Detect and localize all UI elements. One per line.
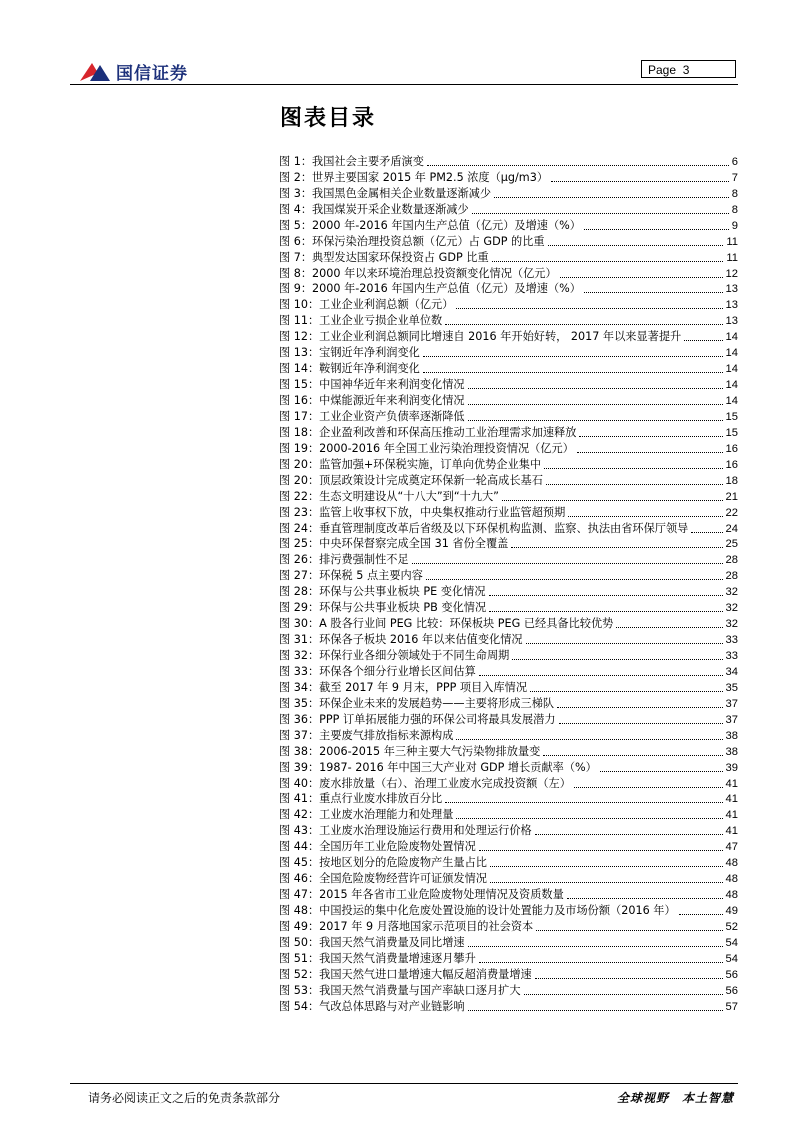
toc-dot-leader (546, 484, 723, 485)
toc-entry-page: 14 (725, 395, 738, 407)
toc-entry-label: 图 38：2006-2015 年三种主要大气污染物排放量变 (279, 744, 541, 758)
toc-entry-label: 图 53：我国天然气消费量与国产率缺口逐月扩大 (279, 983, 521, 997)
toc-entry-label: 图 7：典型发达国家环保投资占 GDP 比重 (279, 250, 489, 264)
toc-dot-leader (574, 787, 723, 788)
toc-entry-page: 57 (725, 1000, 738, 1013)
toc-entry-label: 图 24：垂直管理制度改革后省级及以下环保机构监测、监察、执法由省环保厅领导 (279, 521, 689, 535)
toc-entry-page: 39 (725, 761, 738, 774)
toc-entry-page: 48 (725, 873, 738, 886)
toc-entry[interactable] (279, 296, 738, 312)
toc-dot-leader (557, 707, 722, 708)
toc-entry[interactable] (279, 456, 738, 472)
toc-entry-page: 12 (725, 267, 738, 280)
toc-entry[interactable] (279, 488, 738, 504)
toc-entry-page: 48 (725, 857, 738, 870)
toc-entry[interactable] (279, 838, 738, 854)
toc-entry[interactable] (279, 153, 738, 169)
toc-dot-leader (584, 229, 729, 230)
toc-entry[interactable] (279, 599, 738, 615)
toc-entry-label: 图 32：环保行业各细分领域处于不同生命周期 (279, 649, 510, 662)
toc-entry-label: 图 20：顶层政策设计完成奠定环保新一轮高成长基石 (279, 473, 543, 487)
toc-entry-label: 图 41：重点行业废水排放百分比 (279, 792, 443, 806)
toc-dot-leader (445, 802, 722, 803)
toc-dot-leader (560, 277, 723, 278)
toc-entry-page: 15 (725, 426, 738, 439)
toc-dot-leader (584, 292, 723, 293)
toc-entry-page: 9 (731, 219, 738, 232)
toc-dot-leader (600, 771, 723, 772)
toc-dot-leader (512, 659, 722, 660)
toc-entry[interactable] (279, 201, 738, 217)
toc-entry-label: 图 30：A 股各行业间 PEG 比较：环保板块 PEG 已经具备比较优势 (279, 617, 614, 631)
toc-entry-page: 38 (725, 729, 738, 742)
toc-dot-leader (559, 723, 723, 724)
toc-entry[interactable] (279, 711, 738, 727)
toc-entry-label: 图 5：2000 年-2016 年国内生产总值（亿元）及增速（%） (279, 218, 581, 232)
toc-entry-label: 图 39：1987- 2016 年中国三大产业对 GDP 增长贡献率（%） (279, 760, 597, 774)
toc-entry-label: 图 18：企业盈利改善和环保高压推动工业治理需求加速释放 (279, 425, 577, 439)
toc-dot-leader (530, 691, 723, 692)
toc-dot-leader (468, 946, 723, 947)
toc-entry-label: 图 20：监管加强+环保税实施，订单向优势企业集中 (279, 457, 542, 471)
toc-dot-leader (490, 866, 723, 867)
toc-entry-page: 33 (725, 634, 738, 647)
toc-entry[interactable] (279, 822, 738, 838)
toc-entry[interactable] (279, 695, 738, 711)
toc-dot-leader (427, 165, 729, 166)
toc-dot-leader (412, 563, 723, 564)
toc-entry[interactable] (279, 536, 738, 552)
toc-entry-label: 图 17：工业企业资产负债率逐渐降低 (279, 409, 465, 423)
toc-entry[interactable] (279, 551, 738, 567)
toc-entry[interactable] (279, 328, 738, 344)
toc-entry-label: 图 42：工业废水治理能力和处理量 (279, 808, 454, 822)
toc-entry-label: 图 40：废水排放量（右）、治理工业废水完成投资额（左） (279, 776, 571, 790)
toc-entry-page: 49 (725, 905, 738, 917)
toc-entry[interactable] (279, 998, 738, 1014)
toc-entry-label: 图 50：我国天然气消费量及同比增速 (279, 935, 465, 949)
toc-entry-page: 32 (725, 586, 738, 599)
toc-entry[interactable] (279, 583, 738, 599)
toc-entry-page: 18 (725, 474, 738, 487)
toc-entry[interactable] (279, 775, 738, 791)
toc-entry-page: 41 (725, 825, 738, 838)
toc-entry-page: 54 (725, 952, 738, 965)
toc-entry[interactable] (279, 631, 738, 647)
toc-entry[interactable] (279, 934, 738, 950)
toc-entry-page: 13 (725, 299, 738, 312)
toc-entry[interactable] (279, 360, 738, 376)
logo-mark-icon (78, 59, 112, 83)
toc-entry-label: 图 48：中国投运的集中化危废处置设施的设计处置能力及市场份额（2016 年） (279, 904, 676, 917)
toc-entry[interactable] (279, 408, 738, 424)
toc-entry-label: 图 15：中国神华近年来利润变化情况 (279, 378, 465, 392)
disclaimer-note: 请务必阅读正文之后的免责条款部分 (88, 1091, 281, 1105)
toc-dot-leader (548, 245, 724, 246)
toc-dot-leader (479, 850, 723, 851)
page-title: 图表目录 (280, 106, 377, 131)
toc-dot-leader (423, 372, 723, 373)
toc-entry[interactable] (279, 185, 738, 201)
toc-entry-page: 28 (725, 554, 738, 567)
toc-dot-leader (468, 420, 723, 421)
toc-dot-leader (456, 739, 722, 740)
toc-entry-label: 图 49：2017 年 9 月落地国家示范项目的社会资本 (279, 919, 534, 933)
toc-entry-page: 14 (725, 331, 738, 344)
toc-entry[interactable] (279, 886, 738, 902)
toc-dot-leader (524, 994, 723, 995)
toc-entry-page: 8 (731, 203, 738, 216)
toc-entry[interactable] (279, 902, 738, 918)
toc-entry-page: 38 (725, 745, 738, 758)
toc-entry-label: 图 34：截至 2017 年 9 月末，PPP 项目入库情况 (279, 680, 528, 694)
toc-entry-label: 图 54：气改总体思路与对产业链影响 (279, 999, 465, 1013)
toc-entry[interactable] (279, 870, 738, 886)
toc-dot-leader (494, 197, 729, 198)
toc-entry[interactable] (279, 679, 738, 695)
toc-dot-leader (472, 213, 729, 214)
toc-entry[interactable] (279, 743, 738, 759)
toc-entry-page: 41 (725, 793, 738, 806)
toc-entry[interactable] (279, 759, 738, 775)
toc-dot-leader (679, 914, 723, 915)
toc-entry-page: 16 (725, 458, 738, 471)
toc-dot-leader (456, 818, 722, 819)
toc-entry-page: 8 (731, 187, 738, 200)
toc-entry-label: 图 44：全国历年工业危险废物处置情况 (279, 840, 476, 854)
toc-entry-label: 图 3：我国黑色金属相关企业数量逐渐减少 (279, 186, 492, 200)
header-divider (70, 84, 738, 85)
toc-entry-label: 图 31：环保各子板块 2016 年以来估值变化情况 (279, 633, 523, 647)
toc-dot-leader (502, 500, 723, 501)
toc-entry-label: 图 23：监管上收事权下放，中央集权推动行业监管超预期 (279, 505, 566, 519)
toc-entry-page: 48 (725, 889, 738, 902)
toc-entry[interactable] (279, 615, 738, 631)
toc-dot-leader (468, 404, 723, 405)
toc-dot-leader (616, 627, 722, 628)
toc-entry[interactable] (279, 663, 738, 679)
toc-entry-label: 图 9：2000 年-2016 年国内生产总值（亿元）及增速（%） (279, 282, 581, 296)
toc-entry-label: 图 11：工业企业亏损企业单位数 (279, 314, 443, 328)
toc-dot-leader (526, 643, 723, 644)
toc-entry[interactable] (279, 647, 738, 663)
toc-entry-label: 图 26：排污费强制性不足 (279, 553, 409, 567)
page-indicator (641, 60, 736, 78)
toc-entry-page: 22 (725, 506, 738, 519)
toc-entry-page: 32 (725, 602, 738, 615)
toc-entry-label: 图 22：生态文明建设从“十八大”到“十九大” (279, 489, 499, 503)
toc-dot-leader (490, 882, 723, 883)
toc-entry-page: 28 (725, 570, 738, 583)
toc-entry-page: 13 (725, 283, 738, 296)
toc-entry-label: 图 12：工业企业利润总额同比增速自 2016 年开始好转， 2017 年以来显著提升 (279, 330, 682, 344)
toc-dot-leader (456, 308, 722, 309)
toc-entry-label: 图 28：环保与公共事业板块 PE 变化情况 (279, 585, 486, 599)
toc-entry[interactable] (279, 966, 738, 982)
toc-dot-leader (535, 978, 723, 979)
toc-entry[interactable] (279, 806, 738, 822)
toc-entry-page: 16 (725, 442, 738, 455)
toc-entry-page: 35 (725, 681, 738, 694)
toc-entry[interactable] (279, 249, 738, 265)
toc-entry[interactable] (279, 233, 738, 249)
toc-entry-label: 图 25：中央环保督察完成全国 31 省份全覆盖 (279, 537, 509, 551)
toc-dot-leader (489, 611, 722, 612)
toc-dot-leader (479, 675, 723, 676)
toc-dot-leader (684, 340, 722, 341)
toc-entry-label: 图 19：2000-2016 年全国工业污染治理投资情况（亿元） (279, 441, 574, 455)
page-number: 3 (682, 63, 690, 77)
toc-entry-page: 52 (725, 920, 738, 933)
toc-entry-label: 图 8：2000 年以来环境治理总投资额变化情况（亿元） (279, 266, 557, 280)
toc-entry[interactable] (279, 281, 738, 297)
toc-dot-leader (479, 962, 723, 963)
company-logo (78, 58, 188, 84)
toc-entry-page: 6 (731, 155, 738, 168)
page-header (0, 0, 800, 90)
toc-entry-page: 24 (725, 522, 738, 535)
figure-toc-list (279, 153, 738, 1014)
toc-entry-page: 14 (725, 347, 738, 360)
toc-dot-leader (544, 468, 722, 469)
toc-dot-leader (568, 516, 722, 517)
toc-entry[interactable] (279, 982, 738, 998)
toc-entry-page: 34 (725, 665, 738, 678)
toc-entry-page: 13 (725, 315, 738, 328)
toc-entry-page: 14 (725, 379, 738, 392)
toc-dot-leader (543, 755, 722, 756)
toc-entry-label: 图 10：工业企业利润总额（亿元） (279, 298, 454, 312)
toc-entry[interactable] (279, 217, 738, 233)
toc-entry-label: 图 16：中煤能源近年来利润变化情况 (279, 394, 465, 407)
toc-entry-label: 图 1：我国社会主要矛盾演变 (279, 154, 424, 168)
toc-entry-page: 7 (731, 171, 738, 184)
toc-entry-page: 25 (725, 538, 738, 551)
toc-entry[interactable] (279, 472, 738, 488)
toc-entry[interactable] (279, 791, 738, 807)
toc-dot-leader (577, 452, 723, 453)
toc-dot-leader (567, 898, 723, 899)
toc-entry[interactable] (279, 312, 738, 328)
toc-entry[interactable] (279, 424, 738, 440)
toc-entry[interactable] (279, 727, 738, 743)
toc-dot-leader (468, 388, 723, 389)
toc-dot-leader (468, 1010, 723, 1011)
toc-entry-page: 47 (725, 841, 738, 854)
toc-entry-page: 54 (725, 936, 738, 949)
toc-dot-leader (492, 261, 724, 262)
toc-entry-page: 11 (726, 235, 738, 248)
toc-entry[interactable] (279, 376, 738, 392)
footer-divider (70, 1083, 738, 1084)
toc-entry-page: 11 (726, 251, 738, 264)
toc-entry[interactable] (279, 169, 738, 185)
toc-entry-label: 图 13：宝钢近年净利润变化 (279, 346, 420, 360)
toc-dot-leader (536, 930, 722, 931)
toc-entry-page: 21 (725, 490, 738, 503)
toc-dot-leader (426, 579, 723, 580)
toc-entry-page: 56 (725, 968, 738, 981)
toc-dot-leader (489, 595, 723, 596)
toc-entry-label: 图 36：PPP 订单拓展能力强的环保公司将最具发展潜力 (279, 712, 556, 726)
toc-dot-leader (579, 436, 722, 437)
footer-slogan: 全球视野 本土智慧 (616, 1091, 734, 1105)
toc-entry[interactable] (279, 504, 738, 520)
toc-entry-label: 图 29：环保与公共事业板块 PB 变化情况 (279, 601, 487, 615)
toc-entry-page: 33 (725, 650, 738, 662)
toc-entry-label: 图 35：环保企业未来的发展趋势——主要将形成三梯队 (279, 696, 555, 710)
toc-entry-label: 图 27：环保税 5 点主要内容 (279, 569, 423, 583)
page-label: Page (648, 63, 677, 77)
toc-entry-label: 图 43：工业废水治理设施运行费用和处理运行价格 (279, 824, 532, 838)
toc-entry-page: 41 (725, 777, 738, 790)
toc-entry-page: 15 (725, 410, 738, 423)
toc-dot-leader (445, 324, 722, 325)
toc-dot-leader (691, 532, 722, 533)
toc-entry-page: 37 (725, 713, 738, 726)
logo-text: 国信证券 (116, 63, 188, 84)
toc-entry[interactable] (279, 440, 738, 456)
toc-dot-leader (535, 834, 723, 835)
toc-dot-leader (423, 356, 723, 357)
toc-entry-label: 图 14：鞍钢近年净利润变化 (279, 362, 420, 376)
toc-entry[interactable] (279, 950, 738, 966)
toc-entry-label: 图 47：2015 年各省市工业危险废物处理情况及资质数量 (279, 888, 564, 902)
toc-entry[interactable] (279, 854, 738, 870)
toc-entry[interactable] (279, 265, 738, 281)
toc-entry-label: 图 6：环保污染治理投资总额（亿元）占 GDP 的比重 (279, 234, 545, 248)
toc-entry-label: 图 45：按地区划分的危险废物产生量占比 (279, 856, 487, 870)
toc-entry-label: 图 37：主要废气排放指标来源构成 (279, 728, 454, 742)
toc-entry[interactable] (279, 918, 738, 934)
toc-entry-label: 图 4：我国煤炭开采企业数量逐渐减少 (279, 202, 469, 216)
toc-entry[interactable] (279, 344, 738, 360)
toc-entry-label: 图 51：我国天然气消费量增速逐月攀升 (279, 951, 476, 965)
toc-entry-label: 图 33：环保各个细分行业增长区间估算 (279, 664, 476, 678)
toc-entry[interactable] (279, 392, 738, 408)
toc-entry-label: 图 2：世界主要国家 2015 年 PM2.5 浓度（µg/m3） (279, 170, 549, 184)
toc-dot-leader (511, 547, 722, 548)
toc-entry[interactable] (279, 567, 738, 583)
toc-entry-page: 37 (725, 697, 738, 710)
toc-entry-label: 图 52：我国天然气进口量增速大幅反超消费量增速 (279, 967, 532, 981)
toc-entry-page: 32 (725, 618, 738, 631)
toc-entry-page: 41 (725, 809, 738, 822)
toc-entry-label: 图 46：全国危险废物经营许可证颁发情况 (279, 872, 487, 886)
toc-dot-leader (551, 181, 729, 182)
toc-entry-page: 14 (725, 363, 738, 376)
toc-entry-page: 56 (725, 984, 738, 997)
toc-entry[interactable] (279, 520, 738, 536)
